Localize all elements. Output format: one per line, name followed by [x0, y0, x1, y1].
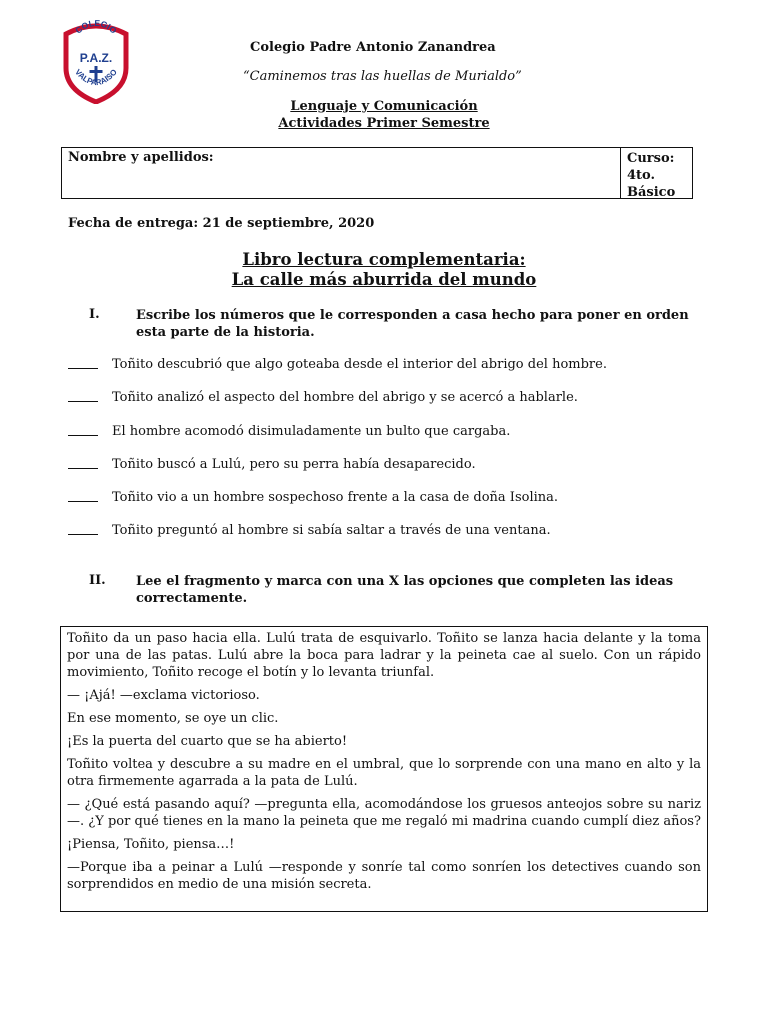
- passage-paragraph: En ese momento, se oye un clic.: [67, 711, 279, 726]
- section-2-number: II.: [89, 573, 106, 588]
- school-logo: [60, 20, 132, 104]
- order-item-text: Toñito vio a un hombre sospechoso frente a la casa de doña Isolina.: [112, 490, 559, 505]
- passage-paragraph: — ¡Ajá! —exclama victorioso.: [67, 688, 260, 703]
- due-date: Fecha de entrega: 21 de septiembre, 2020: [68, 216, 375, 231]
- section-2-instruction: Lee el fragmento y marca con una X las opciones que completen las ideas correctamente.: [136, 574, 674, 606]
- order-item: [68, 457, 476, 472]
- answer-blank[interactable]: [68, 359, 98, 369]
- passage-paragraph: —Porque iba a peinar a Lulú —responde y sonríe tal como sonríen los detectives cuando son sorprendidos en medio de una misión secreta.: [67, 860, 701, 892]
- subject-line-2: Actividades Primer Semestre: [278, 116, 490, 131]
- order-item-text: Toñito analizó el aspecto del hombre del abrigo y se acercó a hablarle.: [112, 390, 578, 405]
- passage-paragraph: ¡Es la puerta del cuarto que se ha abierto!: [67, 734, 348, 749]
- order-item-text: El hombre acomodó disimuladamente un bulto que cargaba.: [112, 424, 511, 439]
- logo-text-top: COLEGIO: [73, 20, 119, 36]
- course-value-2: Básico: [627, 185, 676, 200]
- school-motto: “Caminemos tras las huellas de Murialdo”: [243, 69, 522, 84]
- subject-line-1: Lenguaje y Comunicación: [290, 99, 478, 114]
- answer-blank[interactable]: [68, 392, 98, 402]
- answer-blank[interactable]: [68, 459, 98, 469]
- passage-paragraph: ¡Piensa, Toñito, piensa…!: [67, 837, 235, 852]
- course-label: Curso:: [627, 151, 675, 166]
- order-item-text: Toñito preguntó al hombre si sabía saltar a través de una ventana.: [112, 523, 551, 538]
- order-item: [68, 523, 551, 538]
- title-line-1: Libro lectura complementaria:: [242, 250, 526, 269]
- order-item-text: Toñito buscó a Lulú, pero su perra había desaparecido.: [112, 457, 476, 472]
- answer-blank[interactable]: [68, 492, 98, 502]
- table-divider: [620, 148, 621, 198]
- document-title: [0, 250, 768, 290]
- order-item: [68, 390, 578, 405]
- order-item: [68, 490, 558, 505]
- name-label: Nombre y apellidos:: [68, 150, 214, 165]
- passage-paragraph: Toñito da un paso hacia ella. Lulú trata de esquivarlo. Toñito se lanza hacia delante y la toma por una de las patas. Lulú abre la boca para ladrar y la peineta cae al suelo. Con un rápido movimiento, Toñito recoge el botín y lo levanta triunfal.: [67, 631, 701, 680]
- passage-paragraph: Toñito voltea y descubre a su madre en el umbral, que lo sorprende con una mano en alto y la otra firmemente agarrada a la pata de Lulú.: [67, 757, 701, 789]
- answer-blank[interactable]: [68, 525, 98, 535]
- section-1-instruction: Escribe los números que le corresponden a casa hecho para poner en orden esta parte de la historia.: [136, 308, 689, 340]
- reading-passage: [60, 626, 708, 912]
- course-value-1: 4to.: [627, 168, 656, 183]
- logo-text-bottom: VALPARAISO: [73, 67, 119, 88]
- logo-text-mid: P.A.Z.: [79, 51, 113, 65]
- course-cell: [627, 150, 675, 201]
- order-item: [68, 424, 510, 439]
- title-line-2: La calle más aburrida del mundo: [231, 270, 537, 289]
- order-item: [68, 357, 607, 372]
- answer-blank[interactable]: [68, 426, 98, 436]
- student-info-table: [61, 147, 693, 199]
- section-1-number: I.: [89, 307, 100, 322]
- subject-heading: [0, 98, 768, 132]
- school-name: Colegio Padre Antonio Zanandrea: [250, 40, 496, 55]
- passage-paragraph: — ¿Qué está pasando aquí? —pregunta ella, acomodándose los gruesos anteojos sobre su nariz—. ¿Y por qué tienes en la mano la peineta que me regaló mi madrina cuando cumplí diez años?: [67, 797, 701, 829]
- order-item-text: Toñito descubrió que algo goteaba desde el interior del abrigo del hombre.: [112, 357, 607, 372]
